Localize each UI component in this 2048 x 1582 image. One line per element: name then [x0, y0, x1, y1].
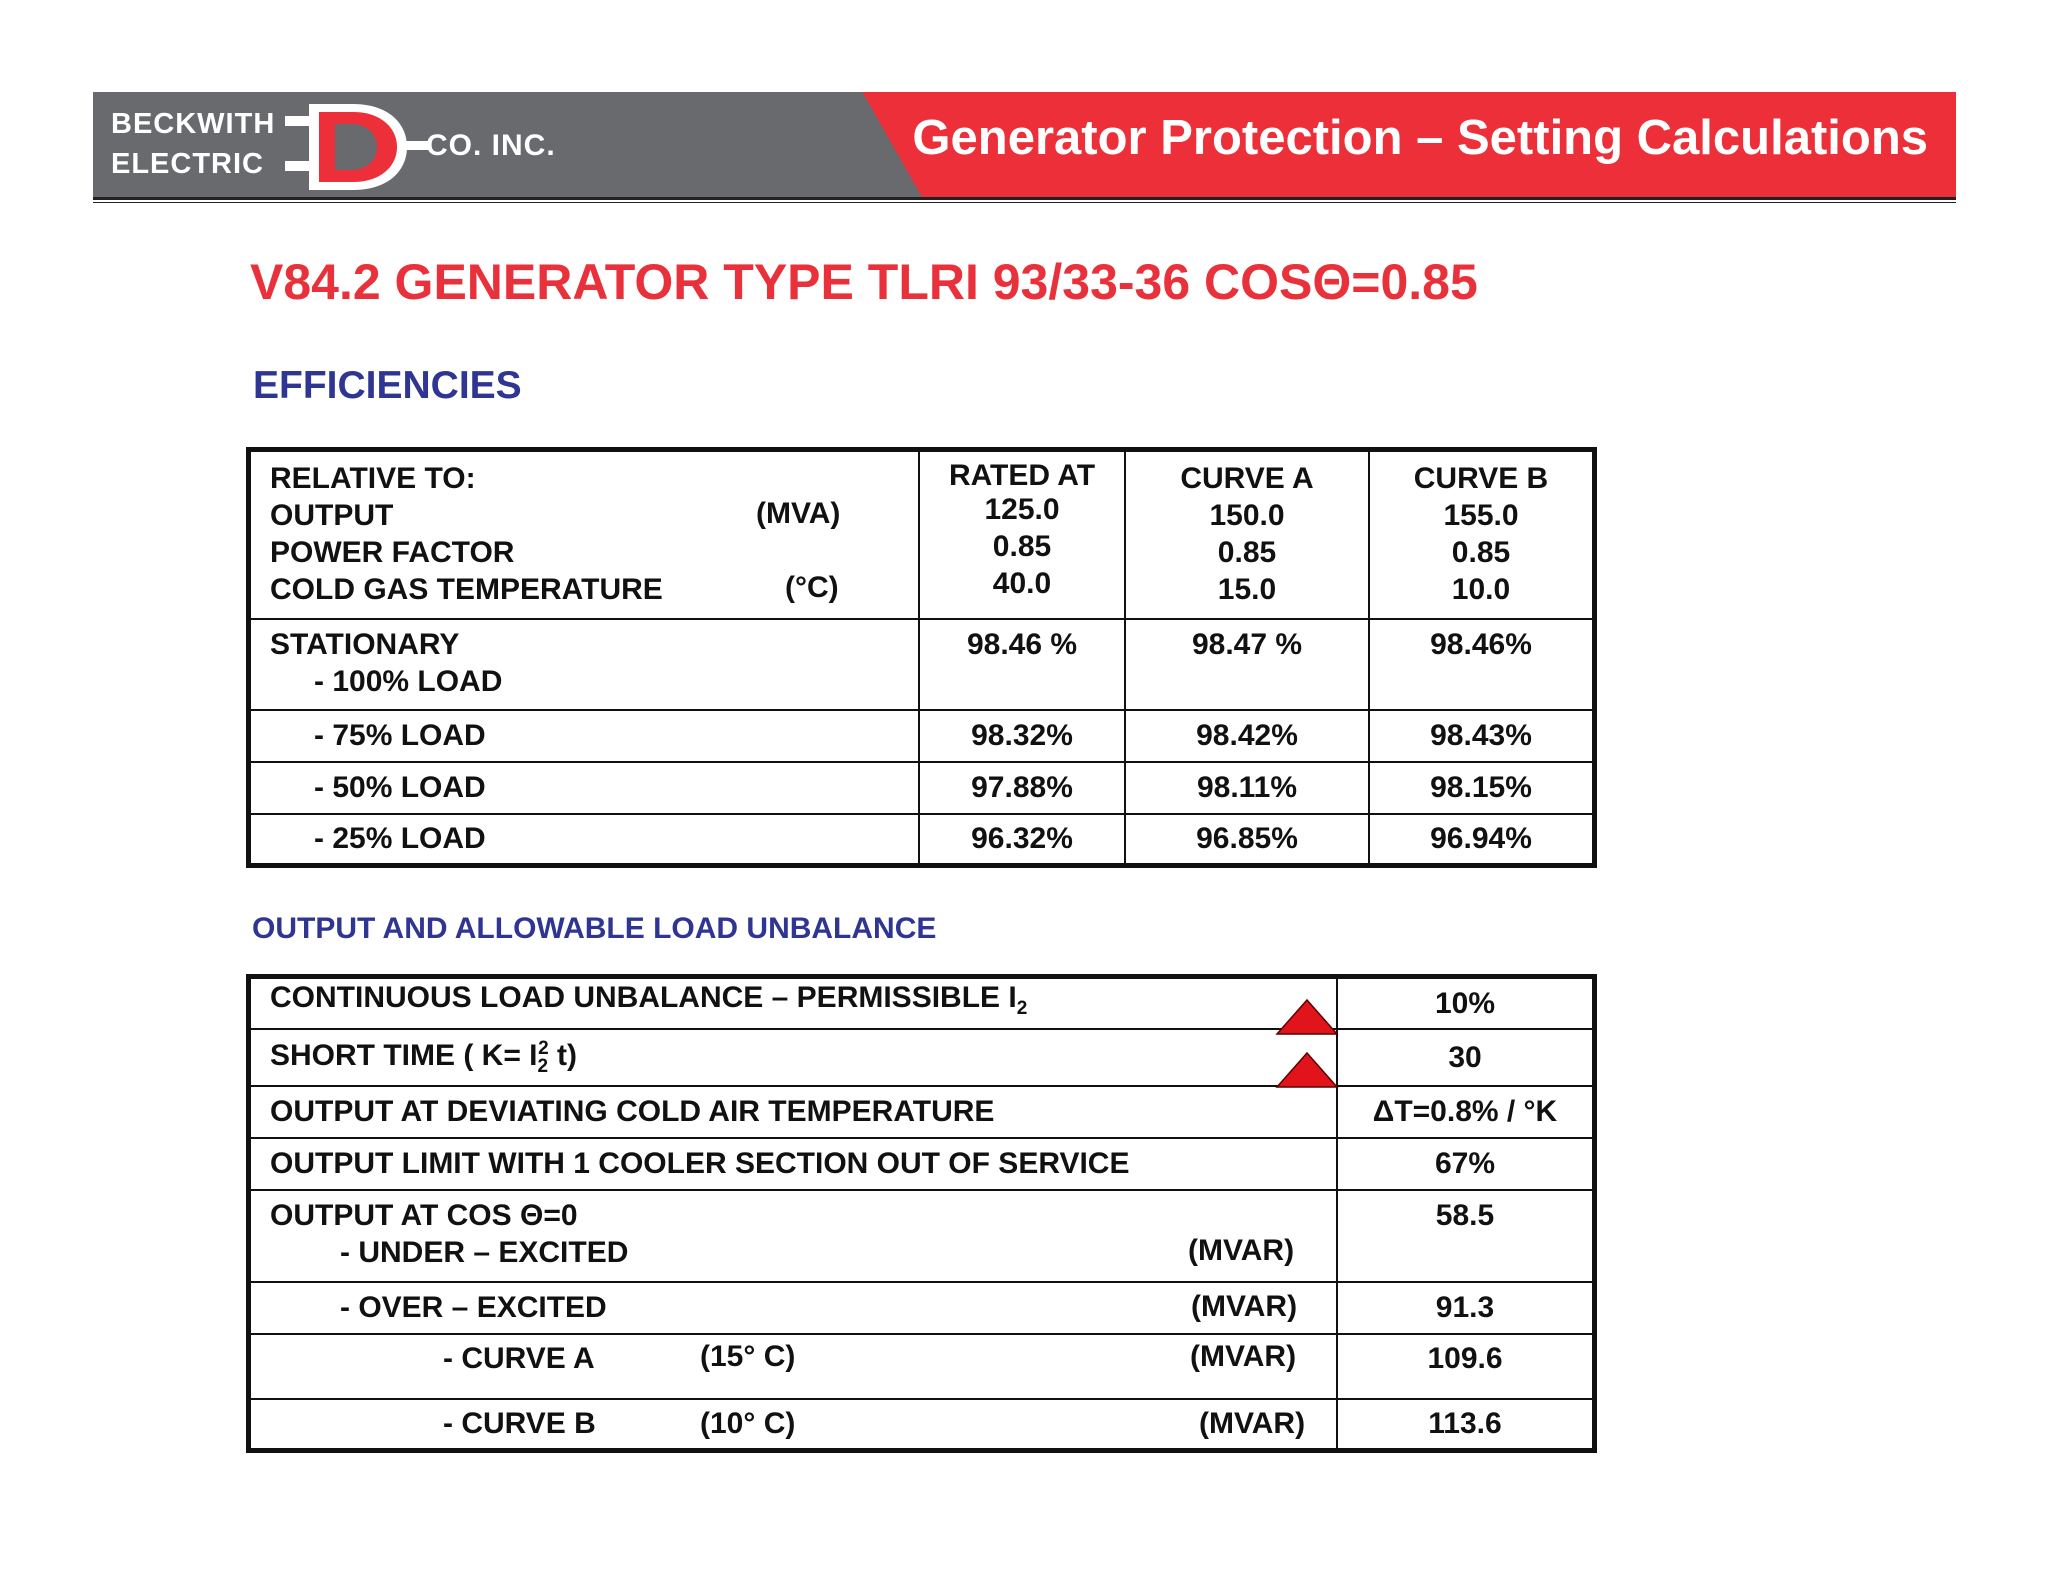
curve-a-pf: 0.85 — [1217, 536, 1277, 569]
header-rule — [93, 197, 1956, 200]
curve-b-row-cell — [249, 1399, 1338, 1451]
curve-b-unit: (MVAR) — [1199, 1406, 1306, 1440]
efficiencies-table — [246, 447, 1597, 868]
table-row — [249, 710, 1595, 762]
continuous-unbalance-label: CONTINUOUS LOAD UNBALANCE – PERMISSIBLE $I_2$ — [270, 981, 1028, 1020]
cold-gas-temp-label: COLD GAS TEMPERATURE — [270, 573, 663, 606]
logo-word-co-inc: CO. INC. — [426, 129, 556, 162]
cooler-limit-label: OUTPUT LIMIT WITH 1 COOLER SECTION OUT OF SERVICE — [270, 1147, 1130, 1180]
cooler-cell — [249, 1138, 1338, 1190]
power-factor-label: POWER FACTOR — [270, 536, 515, 569]
curve-b-temp: 10.0 — [1451, 573, 1511, 606]
table-row — [249, 1029, 1595, 1086]
over-excited-cell — [249, 1282, 1338, 1334]
unbalance-heading: OUTPUT AND ALLOWABLE LOAD UNBALANCE — [252, 912, 937, 945]
temp-unit: (°C) — [785, 571, 839, 604]
curve-a-row-cell — [249, 1334, 1338, 1399]
logo-word-beckwith: BECKWITH — [111, 108, 276, 140]
table-row — [249, 1334, 1595, 1399]
stationary-cell — [249, 619, 920, 710]
over-excited-unit: (MVAR) — [1191, 1289, 1298, 1323]
load-label: - 50% LOAD — [314, 771, 486, 804]
value-cell — [1337, 1399, 1595, 1451]
page-title: V84.2 GENERATOR TYPE TLRI 93/33-36 COSΘ=0.85 — [250, 254, 1478, 310]
efficiency-value: 96.85% — [1196, 822, 1298, 856]
efficiency-value: 98.15% — [1430, 771, 1532, 804]
relative-to-cell — [249, 450, 920, 619]
curve-b-cell — [1369, 450, 1595, 619]
deviating-temp-value: ΔT=0.8% / °K — [1372, 1095, 1558, 1128]
value-cell — [1369, 814, 1595, 866]
table-row — [249, 977, 1595, 1029]
company-logo — [111, 102, 591, 192]
value-cell — [919, 710, 1125, 762]
continuous-unbalance-value: 10% — [1434, 986, 1496, 1020]
short-time-label: SHORT TIME ( $K= I_2^2$ t) — [270, 1037, 577, 1077]
rated-temp: 40.0 — [992, 567, 1052, 600]
rated-at-cell — [919, 450, 1125, 619]
over-excited-value: 91.3 — [1435, 1291, 1495, 1324]
value-cell — [919, 619, 1125, 710]
value-cell — [1337, 1282, 1595, 1334]
value-cell — [919, 762, 1125, 814]
short-time-value: 30 — [1448, 1040, 1482, 1074]
table-row — [249, 1086, 1595, 1138]
value-cell — [1337, 1138, 1595, 1190]
table-row — [249, 619, 1595, 710]
efficiency-value: 97.88% — [971, 771, 1073, 804]
efficiency-value: 98.32% — [971, 719, 1073, 752]
header-banner — [93, 92, 1956, 197]
curve-a-temp: (15° C) — [700, 1339, 796, 1373]
column-header: CURVE B — [1413, 462, 1549, 495]
value-cell — [1337, 1086, 1595, 1138]
warning-triangle-icon — [1275, 1051, 1339, 1089]
table-row — [249, 1399, 1595, 1451]
table-row — [249, 1282, 1595, 1334]
efficiency-value: 98.43% — [1430, 719, 1532, 752]
value-cell — [1369, 619, 1595, 710]
cos-zero-cell — [249, 1190, 1338, 1282]
output-label: OUTPUT — [270, 499, 394, 532]
cos-zero-label: OUTPUT AT COS Θ=0 — [270, 1198, 578, 1232]
relative-to-label: RELATIVE TO: — [270, 462, 476, 495]
curve-a-output: 150.0 — [1209, 499, 1285, 532]
stationary-label: STATIONARY — [270, 627, 460, 661]
value-cell — [1337, 1029, 1595, 1086]
rated-output: 125.0 — [984, 493, 1060, 526]
value-cell — [1369, 762, 1595, 814]
under-excited-label: - UNDER – EXCITED — [340, 1235, 629, 1269]
curve-a-temp: 15.0 — [1217, 573, 1277, 606]
column-header: RATED AT — [948, 459, 1096, 492]
warning-triangle-icon — [1275, 998, 1339, 1036]
efficiency-value: 98.46 % — [966, 627, 1078, 661]
logo-word-electric: ELECTRIC — [111, 148, 264, 180]
rated-pf: 0.85 — [992, 530, 1052, 563]
deviating-temp-cell — [249, 1086, 1338, 1138]
curve-b-temp: (10° C) — [700, 1406, 796, 1440]
under-excited-unit: (MVAR) — [1188, 1233, 1295, 1267]
load-label: - 100% LOAD — [314, 664, 503, 698]
table-row — [249, 1190, 1595, 1282]
value-cell — [1125, 762, 1369, 814]
efficiencies-heading: EFFICIENCIES — [253, 364, 522, 407]
table-row — [249, 762, 1595, 814]
unbalance-table — [246, 974, 1597, 1453]
value-cell — [919, 814, 1125, 866]
curve-a-label: - CURVE A — [443, 1341, 595, 1375]
table-row — [249, 1138, 1595, 1190]
efficiency-value: 98.11% — [1196, 771, 1298, 804]
output-unit: (MVA) — [756, 497, 841, 530]
value-cell — [1337, 1334, 1595, 1399]
efficiency-value: 98.42% — [1196, 719, 1298, 752]
banner-title: Generator Protection – Setting Calculations — [912, 111, 1928, 165]
value-cell — [1125, 814, 1369, 866]
column-header: CURVE A — [1180, 462, 1314, 495]
curve-b-pf: 0.85 — [1451, 536, 1511, 569]
logo-d-mark-icon — [285, 102, 435, 192]
load-cell — [249, 710, 920, 762]
efficiency-value: 98.47 % — [1191, 627, 1303, 661]
curve-b-value: 113.6 — [1428, 1407, 1502, 1441]
header-rule-thin — [93, 202, 1956, 203]
load-label: - 25% LOAD — [314, 822, 486, 856]
efficiency-value: 98.46% — [1430, 627, 1532, 661]
short-time-cell — [249, 1029, 1338, 1086]
curve-a-value: 109.6 — [1427, 1341, 1503, 1375]
continuous-unbalance-cell — [249, 977, 1338, 1029]
load-cell — [249, 814, 920, 866]
efficiency-value: 96.32% — [971, 822, 1073, 856]
over-excited-label: - OVER – EXCITED — [340, 1291, 607, 1324]
deviating-temp-label: OUTPUT AT DEVIATING COLD AIR TEMPERATURE — [270, 1095, 995, 1128]
table-row — [249, 814, 1595, 866]
curve-b-label: - CURVE B — [443, 1407, 596, 1441]
curve-a-cell — [1125, 450, 1369, 619]
load-label: - 75% LOAD — [314, 719, 486, 752]
value-cell — [1125, 619, 1369, 710]
value-cell — [1125, 710, 1369, 762]
efficiency-value: 96.94% — [1430, 822, 1532, 856]
value-cell — [1369, 710, 1595, 762]
value-cell — [1337, 1190, 1595, 1282]
table-row — [249, 450, 1595, 619]
curve-b-output: 155.0 — [1443, 499, 1519, 532]
curve-a-unit: (MVAR) — [1190, 1339, 1297, 1373]
load-cell — [249, 762, 920, 814]
under-excited-value: 58.5 — [1435, 1198, 1495, 1232]
cooler-limit-value: 67% — [1434, 1147, 1496, 1180]
value-cell — [1337, 977, 1595, 1029]
